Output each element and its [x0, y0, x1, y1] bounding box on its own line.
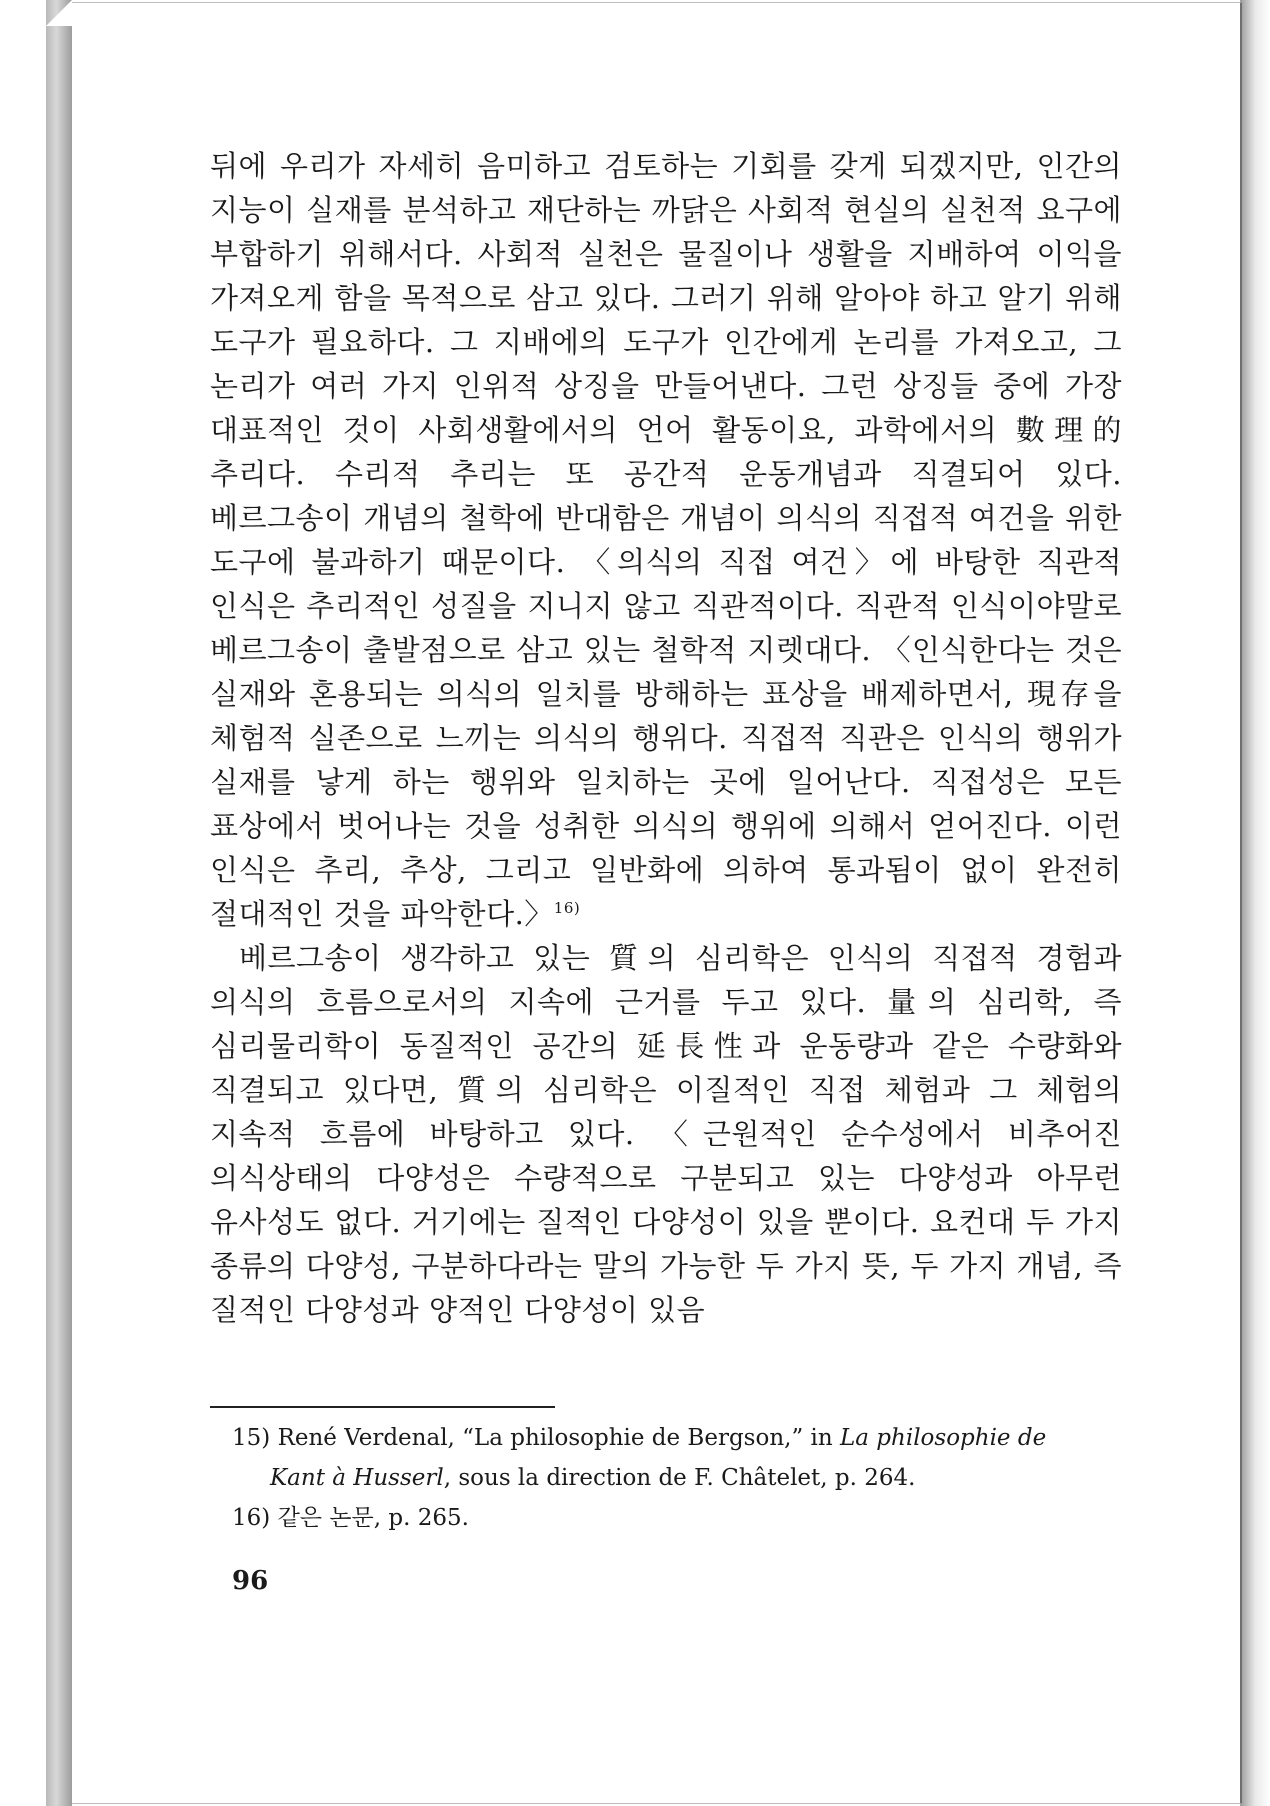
- paragraph-1: [210, 144, 1122, 936]
- footnote-15: [232, 1418, 1122, 1498]
- footnote-divider: [210, 1406, 555, 1408]
- page-number: 96: [232, 1566, 269, 1596]
- footnote-16: [232, 1498, 1122, 1538]
- footnote-15-book-title-2: Kant à Husserl: [270, 1465, 444, 1491]
- paragraph-2: 베르그송이 생각하고 있는 質의 심리학은 인식의 직접적 경험과 의식의 흐름으로서의 지속에 근거를 두고 있다. 量의 심리학, 즉 심리물리학이 동질적인 공간의 延長性과 운동량과 같은 수량화와 직결되고 있다면, 質의 심리학은 이질적인 직접 체험과 그 체험의 지속적 흐름에 바탕하고 있다. 〈근원적인 순수성에서 비추어진 의식상태의 다양성은 수량적으로 구분되고 있는 다양성과 아무런 유사성도 없다. 거기에는 질적인 다양성이 있을 뿐이다. 요컨대 두 가지 종류의 다양성, 구분하다라는 말의 가능한 두 가지 뜻, 두 가지 개념, 즉 질적인 다양성과 양적인 다양성이 있음: [210, 941, 1122, 1327]
- footnote-15-rest: , sous la direction de F. Châtelet, p. 264.: [443, 1465, 916, 1491]
- body-text: [210, 144, 1122, 1332]
- footnote-15-in: in: [810, 1425, 833, 1451]
- footnote-ref-16[interactable]: 16): [553, 899, 581, 917]
- book-spine-edge: [46, 0, 72, 1806]
- spine-corner-fold: [46, 0, 72, 26]
- footnote-15-book-title-1: La philosophie de: [840, 1425, 1047, 1451]
- footnote-16-text: 같은 논문, p. 265.: [277, 1505, 469, 1531]
- page-right-shadow: [1240, 0, 1270, 1806]
- footnote-15-article: “La philosophie de Bergson,”: [462, 1425, 804, 1451]
- paragraph-1-text: 뒤에 우리가 자세히 음미하고 검토하는 기회를 갖게 되겠지만, 인간의 지능이 실재를 분석하고 재단하는 까닭은 사회적 현실의 실천적 요구에 부합하기 위해서다. 사회적 실천은 물질이나 생활을 지배하여 이익을 가져오게 함을 목적으로 삼고 있다. 그러기 위해 알아야 하고 알기 위해 도구가 필요하다. 그 지배에의 도구가 인간에게 논리를 가져오고, 그 논리가 여러 가지 인위적 상징을 만들어낸다. 그런 상징들 중에 가장 대표적인 것이 사회생활에서의 언어 활동이요, 과학에서의 數理的 추리다. 수리적 추리는 또 공간적 운동개념과 직결되어 있다. 베르그송이 개념의 철학에 반대함은 개념이 의식의 직접적 여건을 위한 도구에 불과하기 때문이다. 〈의식의 직접 여건〉에 바탕한 직관적 인식은 추리적인 성질을 지니지 않고 직관적이다. 직관적 인식이야말로 베르그송이 출발점으로 삼고 있는 철학적 지렛대다. 〈인식한다는 것은 실재와 혼용되는 의식의 일치를 방해하는 표상을 배제하면서, 現存을 체험적 실존으로 느끼는 의식의 행위다. 직접적 직관은 인식의 행위가 실재를 낳게 하는 행위와 일치하는 곳에 일어난다. 직접성은 모든 표상에서 벗어나는 것을 성취한 의식의 행위에 의해서 얻어진다. 이런 인식은 추리, 추상, 그리고 일반화에 의하여 통과됨이 없이 완전히 절대적인 것을 파악한다.〉: [210, 149, 1122, 931]
- footnote-16-number: 16): [232, 1505, 271, 1531]
- footnote-15-number: 15): [232, 1425, 271, 1451]
- footnotes: [232, 1418, 1122, 1538]
- footnote-15-author: René Verdenal,: [277, 1425, 455, 1451]
